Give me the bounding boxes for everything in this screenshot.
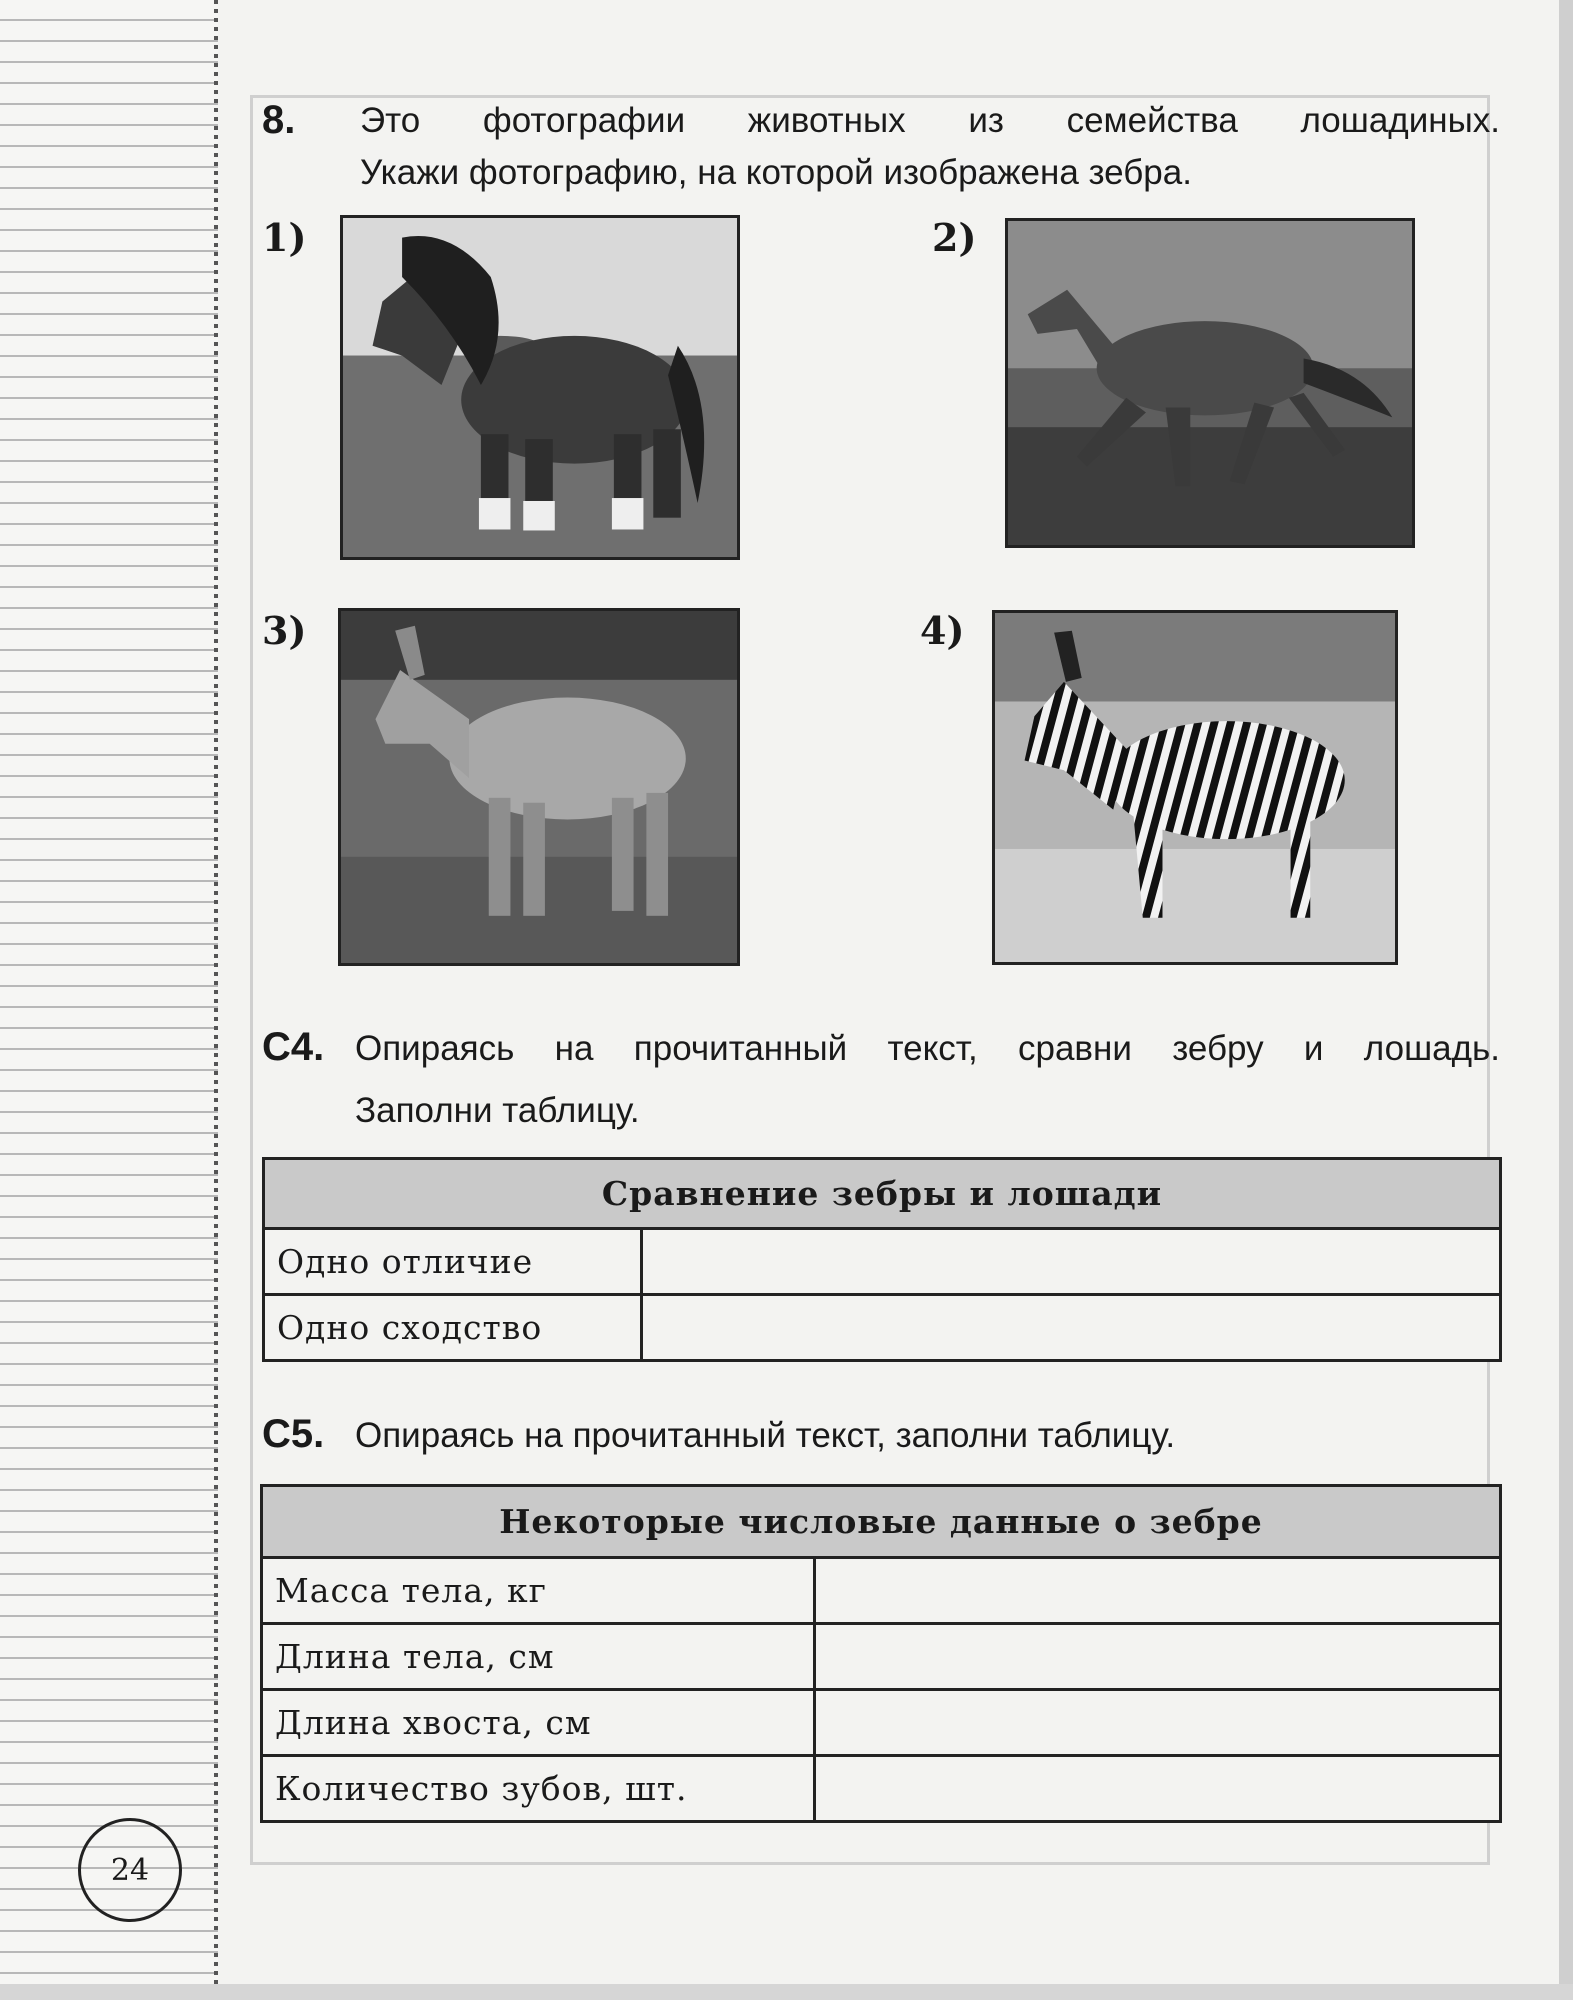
page-edge xyxy=(1559,0,1573,2000)
table-row xyxy=(264,1229,1501,1295)
c5-answer-cell-body-length[interactable] xyxy=(815,1624,1501,1690)
photo-1-label: 1) xyxy=(262,215,307,260)
c5-row-label-body-length: Длина тела, см xyxy=(262,1624,815,1690)
task-c5-line1: Опираясь на прочитанный текст, заполни таблицу. xyxy=(355,1416,1176,1455)
page-edge-bottom xyxy=(0,1984,1573,2000)
task-8-number: 8. xyxy=(262,98,296,142)
c5-row-label-tail-length: Длина хвоста, см xyxy=(262,1690,815,1756)
task-c4-line2: Заполни таблицу. xyxy=(355,1091,640,1130)
c5-answer-cell-teeth-count[interactable] xyxy=(815,1756,1501,1822)
task-c4-number: С4. xyxy=(262,1025,325,1069)
pony-photo[interactable] xyxy=(340,215,740,560)
task-8-line2: Укажи фотографию, на которой изображена зебра. xyxy=(360,153,1192,192)
c4-comparison-table xyxy=(262,1157,1502,1362)
task-c4-line1: Опираясь на прочитанный текст, сравни зебру и лошадь. xyxy=(355,1029,1500,1068)
c4-answer-cell-difference[interactable] xyxy=(642,1229,1501,1295)
task-8-line1: Это фотографии животных из семейства лошадиных. xyxy=(360,101,1500,140)
table-row xyxy=(262,1690,1501,1756)
c5-answer-cell-tail-length[interactable] xyxy=(815,1690,1501,1756)
photo-3-label: 3) xyxy=(262,608,307,653)
donkey-photo[interactable] xyxy=(338,608,740,966)
table-row xyxy=(262,1558,1501,1624)
c4-table-header: Сравнение зебры и лошади xyxy=(264,1159,1501,1229)
zebra-photo[interactable] xyxy=(992,610,1398,965)
c5-zebra-data-table xyxy=(260,1484,1502,1823)
lined-margin xyxy=(0,0,218,2000)
c5-answer-cell-mass[interactable] xyxy=(815,1558,1501,1624)
c4-row-label-difference: Одно отличие xyxy=(264,1229,642,1295)
photo-4-label: 4) xyxy=(920,608,965,653)
page-number: 24 xyxy=(78,1818,182,1922)
table-row xyxy=(262,1756,1501,1822)
c5-table-header: Некоторые числовые данные о зебре xyxy=(262,1486,1501,1558)
c5-row-label-teeth-count: Количество зубов, шт. xyxy=(262,1756,815,1822)
running-horse-photo[interactable] xyxy=(1005,218,1415,548)
table-row xyxy=(264,1295,1501,1361)
c4-row-label-similarity: Одно сходство xyxy=(264,1295,642,1361)
table-row xyxy=(262,1624,1501,1690)
c4-answer-cell-similarity[interactable] xyxy=(642,1295,1501,1361)
photo-2-label: 2) xyxy=(932,215,977,260)
c5-row-label-mass: Масса тела, кг xyxy=(262,1558,815,1624)
task-c5-number: С5. xyxy=(262,1412,325,1456)
